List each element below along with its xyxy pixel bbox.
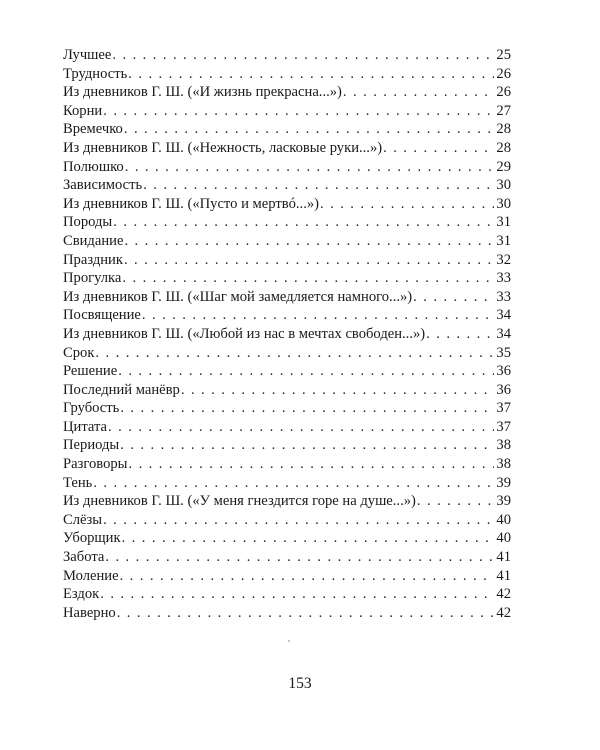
toc-entry xyxy=(63,381,511,400)
dot-leader xyxy=(100,585,494,604)
toc-entry-page: 27 xyxy=(496,102,511,119)
toc-entry xyxy=(63,455,511,474)
dot-leader xyxy=(93,474,494,493)
toc-entry-title: Из дневников Г. Ш. («И жизнь прекрасна...») xyxy=(63,84,342,101)
toc-entry-title: Времечко xyxy=(63,121,123,138)
toc-entry-page: 36 xyxy=(496,381,511,398)
dot-leader xyxy=(103,102,494,121)
toc-entry xyxy=(63,511,511,530)
toc-entry xyxy=(63,529,511,548)
dot-leader xyxy=(142,306,495,325)
dot-leader xyxy=(124,251,494,270)
toc-entry-title: Прогулка xyxy=(63,270,122,287)
toc-entry-title: Грубость xyxy=(63,400,120,417)
page-number: 153 xyxy=(288,675,312,692)
toc-entry-title: Из дневников Г. Ш. («Шаг мой замедляется намного...») xyxy=(63,288,413,305)
toc-entry xyxy=(63,158,511,177)
toc-entry-title: Праздник xyxy=(63,251,123,268)
toc-entry-title: Тень xyxy=(63,474,93,491)
dot-leader xyxy=(417,492,495,511)
toc-entry-title: Периоды xyxy=(63,437,120,454)
toc-entry-page: 38 xyxy=(496,437,511,454)
toc-entry-page: 39 xyxy=(496,474,511,491)
dot-leader xyxy=(320,195,494,214)
toc-entry xyxy=(63,585,511,604)
toc-entry-page: 30 xyxy=(496,177,511,194)
toc-entry-page: 40 xyxy=(496,530,511,547)
toc-entry-page: 41 xyxy=(496,549,511,566)
toc-entry xyxy=(63,418,511,437)
dot-leader xyxy=(426,325,494,344)
dot-leader xyxy=(120,436,494,455)
toc-entry xyxy=(63,436,511,455)
toc-entry-page: 26 xyxy=(496,65,511,82)
toc-entry-page: 34 xyxy=(496,325,511,342)
toc-entry-title: Последний манёвр xyxy=(63,381,180,398)
dot-leader xyxy=(105,548,494,567)
toc-entry-title: Цитата xyxy=(63,418,108,435)
toc-entry-title: Лучшее xyxy=(63,47,112,63)
toc-entry-page: 41 xyxy=(496,567,511,584)
dot-leader xyxy=(118,362,494,381)
toc-entry-title: Из дневников Г. Ш. («Любой из нас в мечтах свободен...») xyxy=(63,325,426,342)
dot-leader xyxy=(122,529,495,548)
toc-entry-title: Моление xyxy=(63,567,119,584)
dot-leader xyxy=(95,344,494,363)
toc-entry xyxy=(63,399,511,418)
toc-entry xyxy=(63,492,511,511)
toc-entry-page: 30 xyxy=(496,195,511,212)
toc-entry xyxy=(63,102,511,121)
toc-entry-page: 31 xyxy=(496,232,511,249)
toc-entry xyxy=(63,306,511,325)
toc-entry xyxy=(63,65,511,84)
dot-leader xyxy=(124,120,495,139)
dot-leader xyxy=(113,213,494,232)
toc-entry xyxy=(63,213,511,232)
toc-entry xyxy=(63,120,511,139)
toc-entry xyxy=(63,251,511,270)
dot-leader xyxy=(117,604,495,623)
toc-entry-page: 38 xyxy=(496,456,511,473)
toc-entry-page: 34 xyxy=(496,307,511,324)
toc-entry xyxy=(63,46,511,65)
dot-leader xyxy=(181,381,495,400)
toc-entry-title: Слёзы xyxy=(63,511,103,528)
toc-entry xyxy=(63,83,511,102)
toc-entry-title: Из дневников Г. Ш. («Нежность, ласковые руки...») xyxy=(63,139,383,156)
toc-entry-page: 40 xyxy=(496,511,511,528)
toc-entry-title: Срок xyxy=(63,344,95,361)
toc-entry-title: Из дневников Г. Ш. («Пусто и мертвó...») xyxy=(63,195,320,212)
dot-leader xyxy=(125,158,495,177)
toc-entry-page: 35 xyxy=(496,344,511,361)
toc-entry xyxy=(63,548,511,567)
toc-entry-title: Ездок xyxy=(63,586,100,603)
toc-entry-title: Забота xyxy=(63,549,105,566)
dot-leader xyxy=(108,418,494,437)
toc-entry-title: Породы xyxy=(63,214,113,231)
toc-entry-page: 26 xyxy=(496,84,511,101)
toc-entry-page: 25 xyxy=(496,47,511,63)
toc-entry-title: Посвящение xyxy=(63,307,141,324)
dot-leader xyxy=(124,232,494,251)
toc-entry-page: 33 xyxy=(496,270,511,287)
dot-leader xyxy=(143,176,494,195)
toc-entry xyxy=(63,474,511,493)
toc-entry-title: Разговоры xyxy=(63,456,128,473)
toc-entry xyxy=(63,195,511,214)
toc-entry-title: Полюшко xyxy=(63,158,124,175)
toc-entry-page: 39 xyxy=(496,493,511,510)
toc-entry-page: 36 xyxy=(496,363,511,380)
dot-leader xyxy=(120,567,495,586)
dot-leader xyxy=(413,288,494,307)
toc-entry-title: Трудность xyxy=(63,65,128,82)
toc-entry-page: 31 xyxy=(496,214,511,231)
toc-entry xyxy=(63,567,511,586)
toc-entry-title: Зависимость xyxy=(63,177,143,194)
toc-entry-title: Решение xyxy=(63,363,118,380)
toc-entry xyxy=(63,176,511,195)
toc-entry-page: 37 xyxy=(496,418,511,435)
toc-entry-page: 37 xyxy=(496,400,511,417)
toc-entry xyxy=(63,232,511,251)
toc-entry xyxy=(63,269,511,288)
toc-entry-title: Из дневников Г. Ш. («У меня гнездится горе на душе...») xyxy=(63,493,416,510)
toc-entry xyxy=(63,344,511,363)
dot-leader xyxy=(122,269,494,288)
toc-entry xyxy=(63,288,511,307)
dot-leader xyxy=(128,65,494,84)
dot-leader xyxy=(343,83,495,102)
toc-entry xyxy=(63,325,511,344)
toc-entry-page: 32 xyxy=(496,251,511,268)
toc-entry-title: Корни xyxy=(63,102,103,119)
toc-entry-page: 42 xyxy=(496,604,511,621)
paper-speck xyxy=(288,640,290,642)
dot-leader xyxy=(120,399,494,418)
toc-entry-title: Свидание xyxy=(63,232,124,249)
toc-entry xyxy=(63,362,511,381)
dot-leader xyxy=(103,511,494,530)
toc-entry-page: 28 xyxy=(496,139,511,156)
table-of-contents xyxy=(63,46,511,622)
toc-entry-page: 29 xyxy=(496,158,511,175)
toc-entry-title: Уборщик xyxy=(63,530,121,547)
toc-entry-page: 33 xyxy=(496,288,511,305)
dot-leader xyxy=(383,139,494,158)
dot-leader xyxy=(112,46,494,65)
toc-entry-page: 28 xyxy=(496,121,511,138)
dot-leader xyxy=(128,455,494,474)
toc-entry-title: Наверно xyxy=(63,604,116,621)
toc-entry xyxy=(63,139,511,158)
toc-entry xyxy=(63,604,511,623)
toc-entry-page: 42 xyxy=(496,586,511,603)
